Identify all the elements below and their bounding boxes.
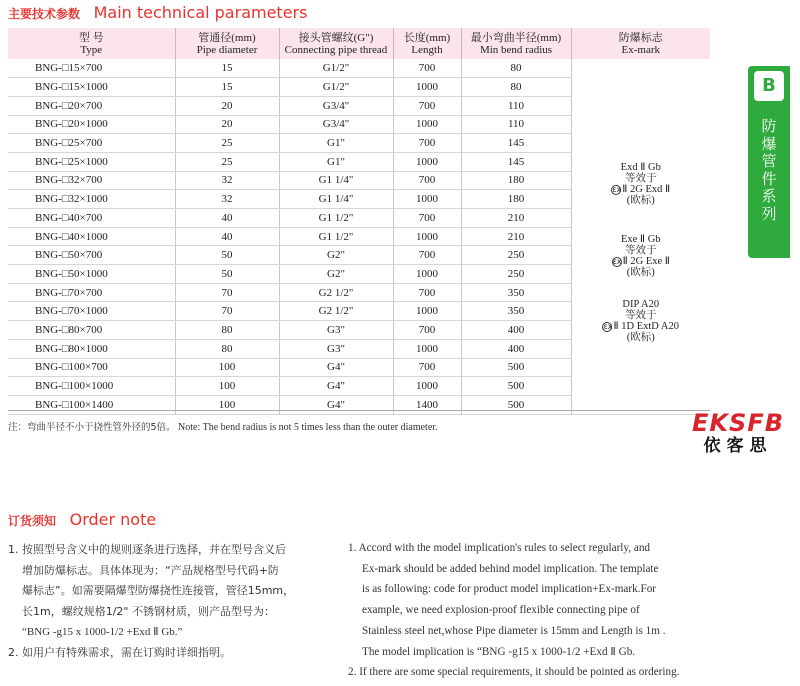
cell-type: BNG-□15×1000 xyxy=(8,78,175,97)
ex-mark-line2: 等效于 xyxy=(625,245,657,256)
text-line: is as following: code for product model implication+Ex-mark.For xyxy=(362,583,657,596)
cell-length: 1000 xyxy=(393,78,461,97)
column-header xyxy=(8,28,175,59)
cell-diameter: 80 xyxy=(175,321,279,340)
cell-length: 1400 xyxy=(393,395,461,414)
cell-radius: 500 xyxy=(461,377,571,396)
cell-diameter: 25 xyxy=(175,134,279,153)
text-line: 增加防爆标志。具体体现为：“产品规格型号代码+防 xyxy=(22,563,279,577)
heading-en: Main technical parameters xyxy=(93,3,308,22)
cell-thread: G4" xyxy=(279,377,393,396)
cell-length: 1000 xyxy=(393,115,461,134)
cell-length: 1000 xyxy=(393,152,461,171)
cell-length: 1000 xyxy=(393,302,461,321)
text-line: 1. Accord with the model implication's rules to select regularly, and xyxy=(348,542,651,554)
cell-radius: 110 xyxy=(461,115,571,134)
column-header-cn: 长度(mm) xyxy=(403,31,451,44)
cell-radius: 80 xyxy=(461,78,571,97)
cell-type: BNG-□100×1400 xyxy=(8,395,175,414)
column-header-en: Connecting pipe thread xyxy=(284,43,388,56)
text-line: example, we need explosion-proof flexible connecting pipe of xyxy=(362,604,640,617)
cell-type: BNG-□70×1000 xyxy=(8,302,175,321)
cell-type: BNG-□32×700 xyxy=(8,171,175,190)
cell-radius: 250 xyxy=(461,246,571,265)
order-en-item-2: 2. If there are some special requirements, it should be pointed as ordering. xyxy=(348,666,680,679)
cell-radius: 350 xyxy=(461,302,571,321)
brand-logo xyxy=(676,410,800,456)
cell-type: BNG-□80×700 xyxy=(8,321,175,340)
cell-radius: 250 xyxy=(461,265,571,284)
text-line: Ex-mark should be added behind model implication. The template xyxy=(362,562,659,575)
cell-type: BNG-□15×700 xyxy=(8,59,175,78)
section-heading-order-note xyxy=(8,510,156,529)
ex-symbol-icon: εx xyxy=(612,184,622,194)
category-side-tab[interactable] xyxy=(748,66,790,258)
cell-type: BNG-□50×700 xyxy=(8,246,175,265)
table-header-row xyxy=(8,28,710,59)
cell-diameter: 15 xyxy=(175,78,279,97)
heading-cn: 订货须知 xyxy=(8,514,57,528)
cell-diameter: 15 xyxy=(175,59,279,78)
cell-thread: G2 1/2" xyxy=(279,283,393,302)
cell-thread: G2 1/2" xyxy=(279,302,393,321)
cell-radius: 500 xyxy=(461,358,571,377)
cell-diameter: 80 xyxy=(175,339,279,358)
column-header xyxy=(461,28,571,59)
cell-thread: G1 1/2" xyxy=(279,209,393,228)
column-header-en: Ex-mark xyxy=(621,43,660,56)
category-letter: B xyxy=(754,71,784,101)
column-header-en: Length xyxy=(411,43,443,56)
cell-thread: G3" xyxy=(279,339,393,358)
cell-length: 1000 xyxy=(393,339,461,358)
cell-diameter: 100 xyxy=(175,377,279,396)
ex-symbol-icon: εx xyxy=(603,321,613,331)
cell-length: 700 xyxy=(393,96,461,115)
column-header-en: Min bend radius xyxy=(479,43,553,56)
cell-type: BNG-□40×1000 xyxy=(8,227,175,246)
cell-radius: 210 xyxy=(461,227,571,246)
cell-length: 700 xyxy=(393,246,461,265)
cell-radius: 180 xyxy=(461,171,571,190)
section-heading-main-parameters xyxy=(8,3,307,22)
ex-mark-group xyxy=(572,162,711,206)
cell-type: BNG-□20×700 xyxy=(8,96,175,115)
cell-length: 700 xyxy=(393,134,461,153)
ex-symbol-icon: εx xyxy=(612,256,622,266)
cell-thread: G1 1/2" xyxy=(279,227,393,246)
column-header-cn: 防爆标志 xyxy=(618,31,663,44)
cell-radius: 350 xyxy=(461,283,571,302)
cell-radius: 400 xyxy=(461,339,571,358)
ex-mark-group xyxy=(572,299,711,343)
cell-type: BNG-□100×1000 xyxy=(8,377,175,396)
cell-thread: G1/2" xyxy=(279,78,393,97)
ex-mark-line3 xyxy=(572,184,711,195)
cell-radius: 500 xyxy=(461,395,571,414)
cell-thread: G3" xyxy=(279,321,393,340)
column-header-en: Pipe diameter xyxy=(196,43,258,56)
cell-diameter: 32 xyxy=(175,171,279,190)
cell-radius: 400 xyxy=(461,321,571,340)
column-header xyxy=(175,28,279,59)
cell-diameter: 25 xyxy=(175,152,279,171)
cell-diameter: 40 xyxy=(175,209,279,228)
heading-en: Order note xyxy=(69,510,157,529)
cell-diameter: 20 xyxy=(175,115,279,134)
cell-thread: G4" xyxy=(279,395,393,414)
cell-type: BNG-□70×700 xyxy=(8,283,175,302)
ex-mark-line2: 等效于 xyxy=(625,310,657,321)
column-header xyxy=(279,28,393,59)
text-line: 1. 按照型号含义中的规则逐条进行选择，并在型号含义后 xyxy=(8,543,286,556)
cell-type: BNG-□100×700 xyxy=(8,358,175,377)
ex-mark-group xyxy=(572,234,711,278)
column-header xyxy=(393,28,461,59)
cell-diameter: 40 xyxy=(175,227,279,246)
ex-mark-text: Ⅱ 2G Exd Ⅱ xyxy=(622,184,671,195)
cell-radius: 145 xyxy=(461,134,571,153)
cell-length: 1000 xyxy=(393,227,461,246)
cell-thread: G1" xyxy=(279,152,393,171)
cell-thread: G2" xyxy=(279,265,393,284)
cell-diameter: 100 xyxy=(175,358,279,377)
ex-mark-line4: (欧标) xyxy=(626,195,655,206)
cell-length: 700 xyxy=(393,59,461,78)
cell-thread: G2" xyxy=(279,246,393,265)
ex-mark-line1: DIP A20 xyxy=(622,299,660,310)
cell-length: 1000 xyxy=(393,190,461,209)
column-header xyxy=(571,28,710,59)
ex-mark-text: Ⅱ 1D ExtD A20 xyxy=(613,321,680,332)
cell-diameter: 100 xyxy=(175,395,279,414)
column-header-cn: 管通径(mm) xyxy=(198,31,256,44)
brand-name: 依客思 xyxy=(703,436,773,456)
note-en: Note: The bend radius is not 5 times less than the outer diameter. xyxy=(178,422,438,433)
cell-diameter: 50 xyxy=(175,265,279,284)
cell-thread: G3/4" xyxy=(279,115,393,134)
text-line: 爆标志”。如需要隔爆型防爆挠性连接管，管径15mm， xyxy=(22,584,295,597)
cell-thread: G1/2" xyxy=(279,59,393,78)
cell-thread: G1" xyxy=(279,134,393,153)
text-line: The model implication is “BNG -g15 x 1000-1/2 +Exd Ⅱ Gb. xyxy=(362,645,636,658)
cell-diameter: 32 xyxy=(175,190,279,209)
cell-length: 700 xyxy=(393,358,461,377)
column-header-en: Type xyxy=(80,43,103,56)
cell-length: 700 xyxy=(393,209,461,228)
order-cn-item-1 xyxy=(8,540,338,643)
cell-type: BNG-□25×700 xyxy=(8,134,175,153)
cell-radius: 110 xyxy=(461,96,571,115)
cell-type: BNG-□25×1000 xyxy=(8,152,175,171)
cell-thread: G1 1/4" xyxy=(279,190,393,209)
cell-thread: G1 1/4" xyxy=(279,171,393,190)
ex-mark-cell xyxy=(571,59,710,414)
ex-mark-text: Ⅱ 2G Exe Ⅱ xyxy=(622,256,670,267)
cell-type: BNG-□32×1000 xyxy=(8,190,175,209)
category-title: 防爆管件系列 xyxy=(761,117,777,223)
order-en-item-1 xyxy=(348,538,698,662)
cell-diameter: 70 xyxy=(175,302,279,321)
ex-mark-line1: Exd Ⅱ Gb xyxy=(620,162,661,173)
brand-logo-mark: EKSFB xyxy=(692,409,784,437)
cell-type: BNG-□20×1000 xyxy=(8,115,175,134)
order-note-cn xyxy=(8,540,338,663)
ex-mark-line4: (欧标) xyxy=(626,332,655,343)
table-body xyxy=(8,59,710,414)
cell-diameter: 20 xyxy=(175,96,279,115)
order-cn-item-2: 2. 如用户有特殊需求，需在订购时详细指明。 xyxy=(8,645,231,659)
column-header-cn: 最小弯曲半径(mm) xyxy=(470,31,562,44)
ex-mark-line1: Exe Ⅱ Gb xyxy=(620,234,661,245)
note-cn: 注：弯曲半径不小于挠性管外径的5倍。 xyxy=(8,422,176,433)
table-note xyxy=(8,419,438,433)
ex-mark-line3 xyxy=(572,256,711,267)
order-note-en xyxy=(348,538,698,683)
heading-cn: 主要技术参数 xyxy=(8,7,81,21)
cell-type: BNG-□50×1000 xyxy=(8,265,175,284)
column-header-cn: 型 号 xyxy=(78,31,104,44)
column-header-cn: 接头管螺纹(G") xyxy=(298,31,374,44)
cell-thread: G4" xyxy=(279,358,393,377)
cell-type: BNG-□40×700 xyxy=(8,209,175,228)
cell-length: 1000 xyxy=(393,265,461,284)
cell-type: BNG-□80×1000 xyxy=(8,339,175,358)
cell-diameter: 50 xyxy=(175,246,279,265)
cell-length: 700 xyxy=(393,283,461,302)
table-row xyxy=(8,59,710,78)
cell-length: 1000 xyxy=(393,377,461,396)
cell-length: 700 xyxy=(393,171,461,190)
table-bottom-rule xyxy=(8,410,710,411)
cell-diameter: 70 xyxy=(175,283,279,302)
text-line: Stainless steel net,whose Pipe diameter is 15mm and Length is 1m . xyxy=(362,624,666,637)
cell-radius: 180 xyxy=(461,190,571,209)
ex-mark-line3 xyxy=(572,321,711,332)
cell-radius: 210 xyxy=(461,209,571,228)
ex-mark-line2: 等效于 xyxy=(625,173,657,184)
cell-length: 700 xyxy=(393,321,461,340)
cell-thread: G3/4" xyxy=(279,96,393,115)
text-line: “BNG -g15 x 1000-1/2 +Exd Ⅱ Gb.” xyxy=(22,626,183,638)
text-line: 长1m，螺纹规格1/2" 不锈钢材质，则产品型号为： xyxy=(22,604,275,618)
ex-mark-line4: (欧标) xyxy=(626,267,655,278)
cell-radius: 80 xyxy=(461,59,571,78)
cell-radius: 145 xyxy=(461,152,571,171)
parameters-table xyxy=(8,28,710,415)
